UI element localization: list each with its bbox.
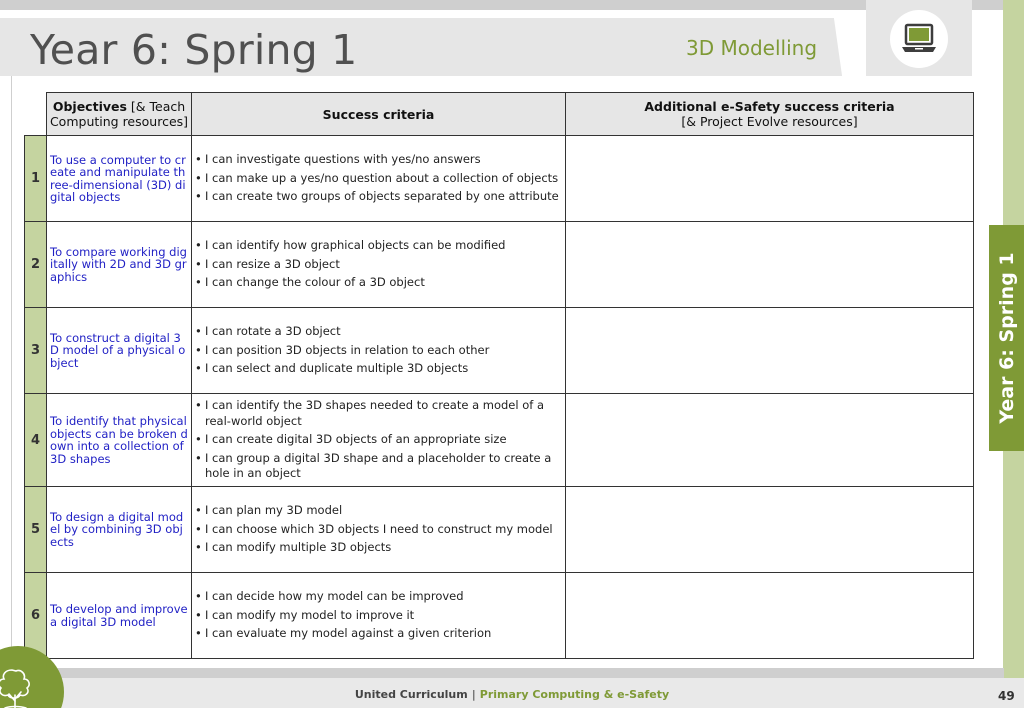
table-row: [25, 394, 974, 487]
criterion: • I can rotate a 3D object: [195, 324, 562, 340]
esafety-criteria: [566, 308, 974, 394]
lesson-objective: To construct a digital 3D model of a physical object: [47, 308, 192, 394]
footer-subject: Primary Computing & e-Safety: [479, 688, 670, 701]
bottom-stripe: [0, 668, 1004, 678]
criterion: • I can decide how my model can be improved: [195, 589, 562, 605]
objectives-table: [24, 92, 974, 659]
lesson-number: 3: [25, 308, 47, 394]
footer-separator: |: [471, 688, 476, 701]
footer: [0, 688, 1024, 701]
criterion: • I can position 3D objects in relation to each other: [195, 343, 562, 359]
criterion: • I can create two groups of objects separated by one attribute: [195, 189, 562, 205]
left-border-line: [11, 76, 12, 668]
esafety-criteria: [566, 222, 974, 308]
table-header-row: [25, 93, 974, 136]
criterion: • I can evaluate my model against a given criterion: [195, 626, 562, 642]
success-criteria: [192, 308, 566, 394]
esafety-criteria: [566, 573, 974, 659]
success-criteria: [192, 222, 566, 308]
esafety-criteria: [566, 394, 974, 487]
header-objectives: Objectives [& Teach Computing resources]: [47, 93, 192, 136]
criterion: • I can identify the 3D shapes needed to create a model of a real-world object: [195, 398, 562, 429]
lesson-objective: To identify that physical objects can be broken down into a collection of 3D shapes: [47, 394, 192, 487]
page-number: 49: [998, 689, 1015, 703]
top-stripe: [0, 0, 1004, 10]
criterion: • I can choose which 3D objects I need to construct my model: [195, 522, 562, 538]
criterion: • I can modify my model to improve it: [195, 608, 562, 624]
table-row: [25, 573, 974, 659]
success-criteria: [192, 487, 566, 573]
header-esafety: Additional e-Safety success criteria [& Project Evolve resources]: [566, 93, 974, 136]
lesson-number: 6: [25, 573, 47, 659]
criterion: • I can make up a yes/no question about a collection of objects: [195, 171, 562, 187]
criterion: • I can investigate questions with yes/no answers: [195, 152, 562, 168]
table-row: [25, 308, 974, 394]
laptop-icon: [900, 23, 938, 55]
lesson-number: 5: [25, 487, 47, 573]
criterion: • I can plan my 3D model: [195, 503, 562, 519]
criterion: • I can resize a 3D object: [195, 257, 562, 273]
page-title: Year 6: Spring 1: [30, 26, 358, 74]
header-blank-cell: [25, 93, 47, 136]
footer-curriculum: United Curriculum: [354, 688, 468, 701]
success-criteria: [192, 573, 566, 659]
lesson-number: 2: [25, 222, 47, 308]
header-success-criteria: Success criteria: [192, 93, 566, 136]
lesson-objective: To compare working digitally with 2D and 3D graphics: [47, 222, 192, 308]
icon-badge: [890, 10, 948, 68]
table-row: [25, 487, 974, 573]
esafety-criteria: [566, 136, 974, 222]
criterion: • I can create digital 3D objects of an appropriate size: [195, 432, 562, 448]
side-tab-label: Year 6: Spring 1: [995, 252, 1018, 424]
lesson-number: 1: [25, 136, 47, 222]
criterion: • I can change the colour of a 3D object: [195, 275, 562, 291]
lesson-objective: To use a computer to create and manipulate three-dimensional (3D) digital objects: [47, 136, 192, 222]
criterion: • I can group a digital 3D shape and a placeholder to create a hole in an object: [195, 451, 562, 482]
lesson-number: 4: [25, 394, 47, 487]
esafety-criteria: [566, 487, 974, 573]
criterion: • I can identify how graphical objects can be modified: [195, 238, 562, 254]
table-row: [25, 136, 974, 222]
unit-subtitle: 3D Modelling: [686, 36, 818, 60]
criterion: • I can modify multiple 3D objects: [195, 540, 562, 556]
lesson-objective: To design a digital model by combining 3D objects: [47, 487, 192, 573]
success-criteria: [192, 394, 566, 487]
side-tab: [989, 225, 1024, 451]
lesson-objective: To develop and improve a digital 3D model: [47, 573, 192, 659]
success-criteria: [192, 136, 566, 222]
criterion: • I can select and duplicate multiple 3D objects: [195, 361, 562, 377]
table-row: [25, 222, 974, 308]
